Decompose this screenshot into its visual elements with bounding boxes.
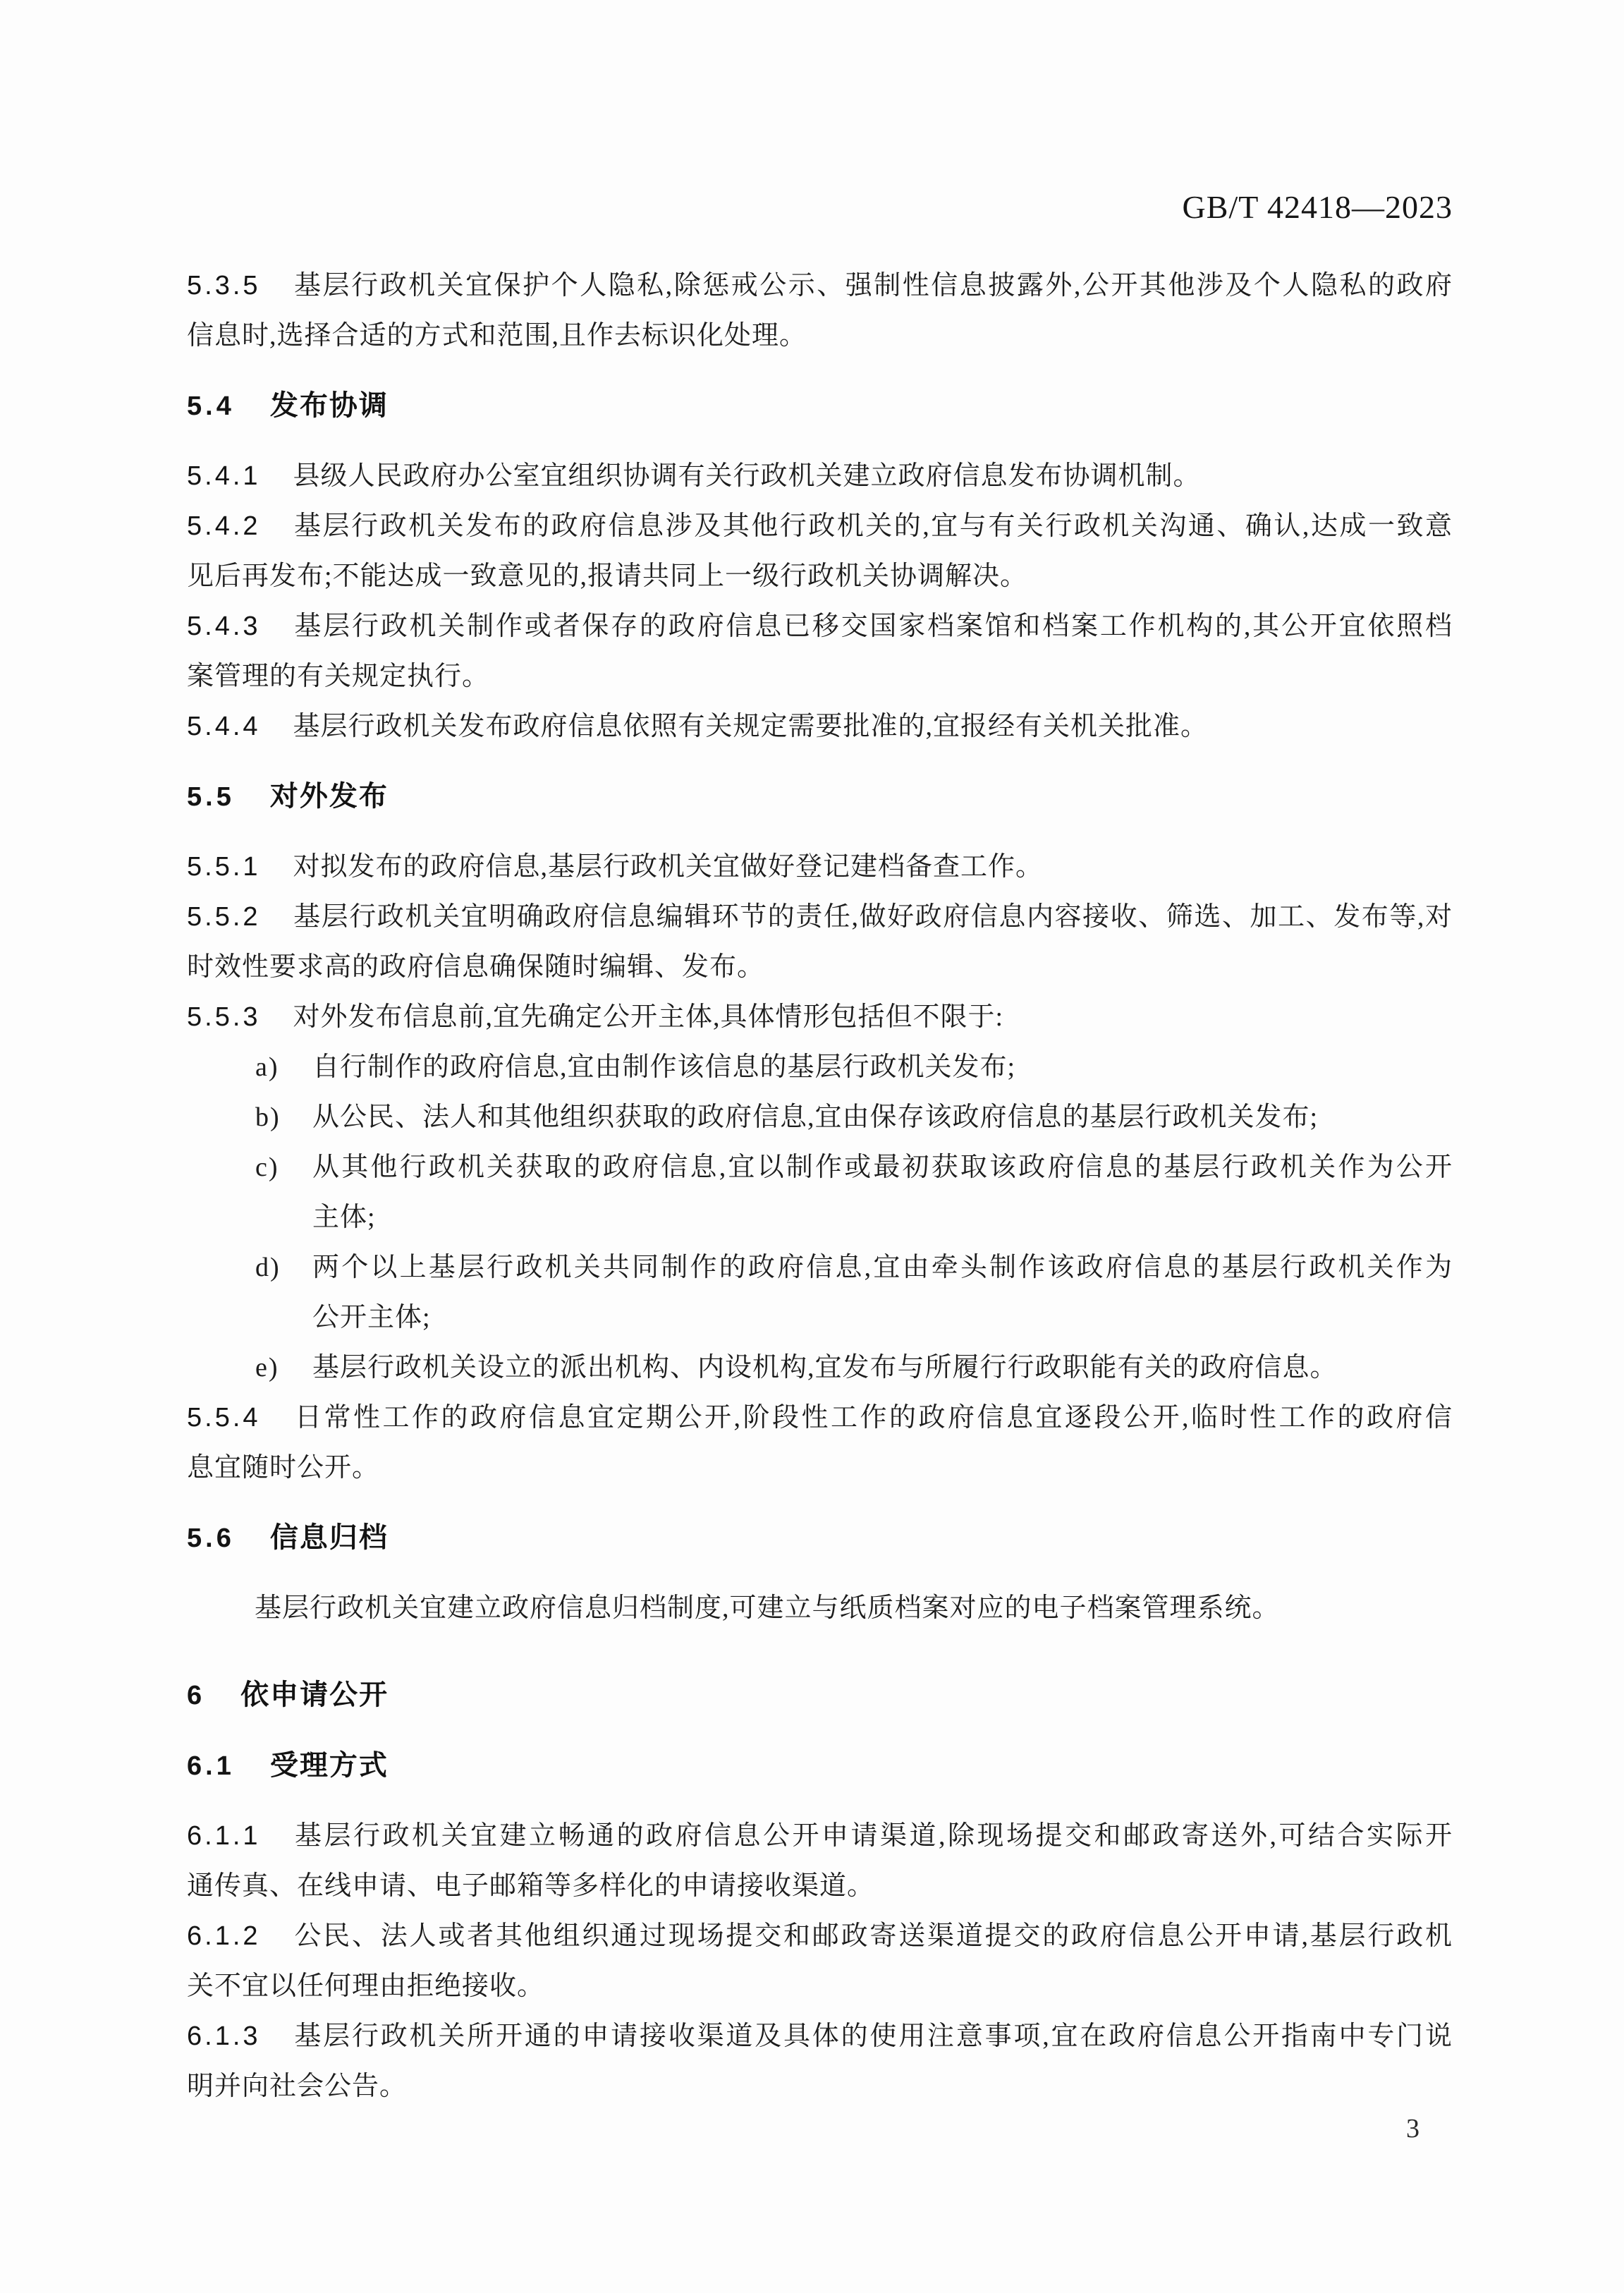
doc-line: 自行制作的政府信息,宜由制作该信息的基层行政机关发布; xyxy=(312,1052,1016,1082)
heading-title: 发布协调 xyxy=(269,390,389,421)
clause-text: 对外发布信息前,宜先确定公开主体,具体情形包括但不限于: xyxy=(293,1002,1004,1032)
clause-number: 5.4.2 xyxy=(187,511,261,541)
doc-line: 息宜随时公开。 xyxy=(187,1453,380,1483)
doc-line xyxy=(187,992,1453,1042)
standard-number-header: GB/T 42418—2023 xyxy=(1182,189,1453,225)
heading-title: 依申请公开 xyxy=(240,1679,389,1710)
heading-number: 5.5 xyxy=(187,782,235,812)
clause-text: 基层行政机关宜保护个人隐私,除惩戒公示、强制性信息披露外,公开其他涉及个人隐私的政府 xyxy=(293,271,1453,300)
clause-number: 6.1.2 xyxy=(187,1921,261,1951)
clause-text: 基层行政机关发布的政府信息涉及其他行政机关的,宜与有关行政机关沟通、确认,达成一致意 xyxy=(293,511,1453,541)
list-label: d) xyxy=(255,1253,281,1282)
heading-number: 5.6 xyxy=(187,1523,235,1553)
clause-5.5.1 xyxy=(187,842,1453,892)
list-item-d xyxy=(187,1243,1453,1343)
heading-title: 对外发布 xyxy=(269,781,389,812)
clause-number: 5.4.4 xyxy=(187,712,261,741)
doc-line xyxy=(187,842,1453,892)
clause-5.4.4 xyxy=(187,702,1453,752)
clause-5.5.2 xyxy=(187,892,1453,992)
list-label: b) xyxy=(255,1102,281,1132)
clause-5.4.1 xyxy=(187,451,1453,501)
list-item-e xyxy=(187,1343,1453,1393)
doc-line: 信息时,选择合适的方式和范围,且作去标识化处理。 xyxy=(187,321,807,351)
doc-line: 时效性要求高的政府信息确保随时编辑、发布。 xyxy=(187,952,765,982)
doc-line: 关不宜以任何理由拒绝接收。 xyxy=(187,1971,545,2001)
clause-number: 6.1.3 xyxy=(187,2021,261,2051)
doc-line xyxy=(187,501,1453,552)
clause-5.4.3 xyxy=(187,602,1453,702)
doc-line xyxy=(187,892,1453,942)
doc-line xyxy=(187,2012,1453,2062)
list-item-c xyxy=(187,1143,1453,1243)
clause-6.1.2 xyxy=(187,1911,1453,2012)
doc-line xyxy=(187,602,1453,652)
clause-5.5.4 xyxy=(187,1393,1453,1493)
list-item-a xyxy=(187,1042,1453,1093)
clause-number: 6.1.1 xyxy=(187,1821,261,1851)
clause-text: 基层行政机关宜明确政府信息编辑环节的责任,做好政府信息内容接收、筛选、加工、发布等,对 xyxy=(293,902,1453,932)
doc-line: 案管理的有关规定执行。 xyxy=(187,662,490,691)
section-heading-5.6 xyxy=(187,1513,1453,1564)
heading-number: 5.4 xyxy=(187,391,235,421)
clause-text: 基层行政机关发布政府信息依照有关规定需要批准的,宜报经有关机关批准。 xyxy=(293,712,1209,741)
list-label: a) xyxy=(255,1052,279,1082)
clause-number: 5.5.1 xyxy=(187,852,261,882)
heading-title: 信息归档 xyxy=(269,1522,389,1553)
section-heading-6.1 xyxy=(187,1741,1453,1792)
clause-number: 5.5.2 xyxy=(187,902,261,932)
clause-text: 对拟发布的政府信息,基层行政机关宜做好登记建档备查工作。 xyxy=(293,852,1044,882)
clause-text: 公民、法人或者其他组织通过现场提交和邮政寄送渠道提交的政府信息公开申请,基层行政机 xyxy=(293,1921,1453,1951)
page-number: 3 xyxy=(1406,2114,1420,2143)
section-heading-5.5 xyxy=(187,772,1453,822)
clause-5.5.3 xyxy=(187,992,1453,1042)
list-label: c) xyxy=(255,1152,279,1182)
clause-number: 5.3.5 xyxy=(187,271,261,300)
clause-text: 日常性工作的政府信息宜定期公开,阶段性工作的政府信息宜逐段公开,临时性工作的政府信 xyxy=(293,1403,1453,1433)
doc-line: 基层行政机关设立的派出机构、内设机构,宜发布与所履行行政职能有关的政府信息。 xyxy=(312,1353,1338,1382)
clause-6.1.1 xyxy=(187,1811,1453,1911)
clause-number: 5.4.3 xyxy=(187,612,261,641)
list-label: e) xyxy=(255,1353,279,1382)
clause-text: 基层行政机关制作或者保存的政府信息已移交国家档案馆和档案工作机构的,其公开宜依照档 xyxy=(293,612,1453,641)
heading-number: 6.1 xyxy=(187,1751,235,1781)
doc-line: 见后再发布;不能达成一致意见的,报请共同上一级行政机关协调解决。 xyxy=(187,561,1028,591)
doc-line: 明并向社会公告。 xyxy=(187,2072,408,2101)
document-body xyxy=(187,0,1453,2112)
doc-line: 基层行政机关宜建立政府信息归档制度,可建立与纸质档案对应的电子档案管理系统。 xyxy=(255,1593,1280,1623)
doc-line: 从其他行政机关获取的政府信息,宜以制作或最初获取该政府信息的基层行政机关作为公开 xyxy=(312,1152,1453,1182)
clause-text: 基层行政机关所开通的申请接收渠道及具体的使用注意事项,宜在政府信息公开指南中专门说 xyxy=(293,2021,1453,2051)
doc-line xyxy=(187,261,1453,311)
section-heading-5.4 xyxy=(187,381,1453,432)
section-heading-6 xyxy=(187,1670,1453,1721)
paragraph xyxy=(187,1583,1453,1634)
doc-line: 通传真、在线申请、电子邮箱等多样化的申请接收渠道。 xyxy=(187,1871,875,1901)
list-item-b xyxy=(187,1093,1453,1143)
clause-6.1.3 xyxy=(187,2012,1453,2112)
doc-line xyxy=(187,702,1453,752)
clause-5.4.2 xyxy=(187,501,1453,602)
doc-line xyxy=(187,1911,1453,1961)
doc-line: 公开主体; xyxy=(312,1303,431,1332)
clause-number: 5.5.3 xyxy=(187,1002,261,1032)
clause-number: 5.5.4 xyxy=(187,1403,261,1433)
clause-number: 5.4.1 xyxy=(187,461,261,491)
doc-line xyxy=(187,451,1453,501)
doc-line: 从公民、法人和其他组织获取的政府信息,宜由保存该政府信息的基层行政机关发布; xyxy=(312,1102,1319,1132)
doc-line: 主体; xyxy=(312,1203,376,1232)
clause-5.3.5 xyxy=(187,261,1453,361)
heading-number: 6 xyxy=(187,1681,206,1710)
doc-line xyxy=(187,1393,1453,1443)
doc-line xyxy=(187,1811,1453,1861)
heading-title: 受理方式 xyxy=(269,1750,389,1781)
clause-text: 县级人民政府办公室宜组织协调有关行政机关建立政府信息发布协调机制。 xyxy=(293,461,1201,491)
clause-text: 基层行政机关宜建立畅通的政府信息公开申请渠道,除现场提交和邮政寄送外,可结合实际开 xyxy=(293,1821,1453,1851)
doc-line: 两个以上基层行政机关共同制作的政府信息,宜由牵头制作该政府信息的基层行政机关作为 xyxy=(312,1253,1453,1282)
